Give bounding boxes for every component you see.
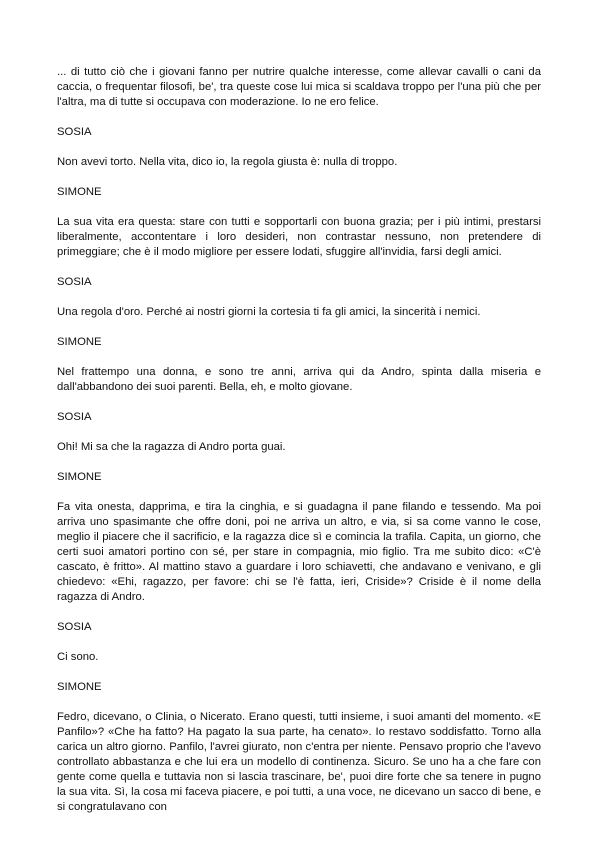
paragraph-dialogue: Fa vita onesta, dapprima, e tira la cinghia, e si guadagna il pane filando e tessendo. Ma poi arriva uno spasimante che offre doni, poi ne arriva un altro, e via, si sa come vanno le cose, meglio il piacere che il sacrificio, e la ragazza dice sì e comincia la trafila. Capita, un giorno, che certi suoi amatori portino con sé, per stare in compagnia, mio figlio. Tra me subito dico: «C'è cascato, è fritto». Al mattino stavo a guardare i loro schiavetti, che andavano e venivano, e gli chiedevo: «Ehi, ragazzo, per favore: chi se l'è fatta, ieri, Criside»? Criside è il nome della ragazza di Andro. xyxy=(57,501,541,603)
speaker-label: SOSIA xyxy=(57,126,92,138)
paragraph-dialogue: Ohi! Mi sa che la ragazza di Andro porta guai. xyxy=(57,441,286,453)
paragraph-dialogue: Fedro, dicevano, o Clinia, o Nicerato. Erano questi, tutti insieme, i suoi amanti del momento. «E Panfilo»? «Che ha fatto? Ha pagato la sua parte, ha cenato». Io restavo soddisfatto. Torno alla carica un altro giorno. Panfilo, l'avrei giurato, non c'entra per niente. Pensavo proprio che l'avevo controllato abbastanza e che lui era un modello di continenza. Sicuro. Se uno ha a che fare con gente come quella e tuttavia non si lascia trascinare, be', puoi dire forte che sa tenere in pugno la sua vita. Sì, la cosa mi faceva piacere, e poi tutti, a una voce, ne dicevano un sacco di bene, e si congratulavano con xyxy=(57,711,541,813)
speaker-label: SOSIA xyxy=(57,621,92,633)
speaker-label: SIMONE xyxy=(57,471,102,483)
paragraph-dialogue: Non avevi torto. Nella vita, dico io, la regola giusta è: nulla di troppo. xyxy=(57,156,398,168)
speaker-label: SIMONE xyxy=(57,681,102,693)
paragraph-dialogue: Ci sono. xyxy=(57,651,99,663)
speaker-label: SOSIA xyxy=(57,411,92,423)
paragraph-dialogue: La sua vita era questa: stare con tutti e sopportarli con buona grazia; per i più intimi, prestarsi liberalmente, accontentare i loro desideri, non contrastar nessuno, non pretendere di primeggiare; che è il modo migliore per essere lodati, sfuggire all'invidia, farsi degli amici. xyxy=(57,216,541,258)
document-page xyxy=(57,65,541,830)
speaker-label: SIMONE xyxy=(57,186,102,198)
paragraph-dialogue: Una regola d'oro. Perché ai nostri giorni la cortesia ti fa gli amici, la sincerità i nemici. xyxy=(57,306,481,318)
paragraph-narration: ... di tutto ciò che i giovani fanno per nutrire qualche interesse, come allevar cavalli o cani da caccia, o frequentar filosofi, be', tra queste cose lui mica si scaldava troppo per l'una più che per l'altra, ma di tutte si occupava con moderazione. Io ne ero felice. xyxy=(57,66,541,108)
paragraph-dialogue: Nel frattempo una donna, e sono tre anni, arriva qui da Andro, spinta dalla miseria e dall'abbandono dei suoi parenti. Bella, eh, e molto giovane. xyxy=(57,366,541,393)
speaker-label: SOSIA xyxy=(57,276,92,288)
speaker-label: SIMONE xyxy=(57,336,102,348)
